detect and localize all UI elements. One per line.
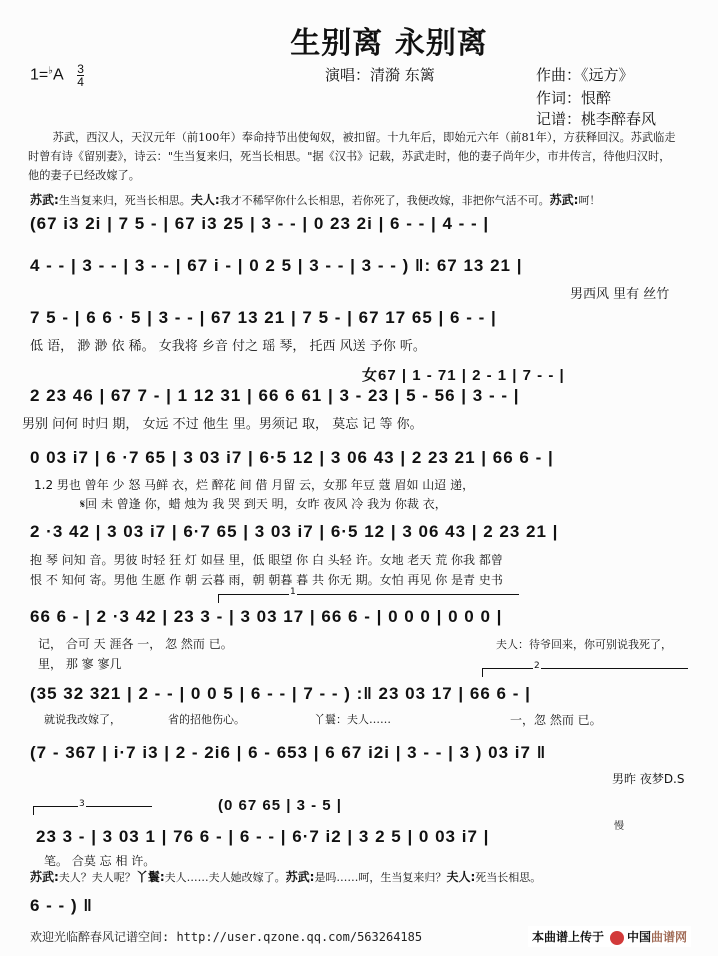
spoken-line-8c: 丫鬟：夫人……	[314, 713, 391, 726]
spoken-line-8a: 就说我改嫁了，	[44, 713, 121, 726]
volta-bracket-3: 3	[33, 806, 152, 815]
lyrics-line-4: 男别 问何 时归 期， 女远 不过 他生 里。男须记 取， 莫忘 记 等 你。	[22, 417, 423, 432]
key-signature	[30, 63, 84, 88]
score-line-4: 2 23 46 | 67 7 - | 1 12 31 | 66 6 61 | 3 - 23 | 5 - 56 | 3 - - |	[30, 386, 520, 405]
score-line-9: (7 - 367 | i·7 i3 | 2 - 2i6 | 6 - 653 | 6 67 i2i | 3 - - | 3 ) 03 i7 ‖	[30, 743, 547, 762]
volta-bracket-1: 1	[218, 594, 519, 603]
tempo-mark-slow: 慢	[614, 821, 624, 832]
lyrics-line-3: 低 语， 渺 渺 依 稀。 女我将 乡音 付之 瑶 琴， 托西 风送 予你 听。	[30, 339, 426, 354]
upload-badge[interactable]: 本曲谱上传于 中国曲谱网	[528, 926, 691, 947]
key-label: 1=	[30, 66, 49, 84]
footer-welcome[interactable]: 欢迎光临醉春风记谱空间: http://user.qzone.qq.com/563264185	[30, 930, 423, 944]
lyrics-line-7-verse2: 里， 那 寥 寥几	[38, 657, 122, 671]
score-line-5: 0 03 i7 | 6 ·7 65 | 3 03 i7 | 6·5 12 | 3 06 43 | 2 23 21 | 66 6 - |	[30, 448, 554, 467]
lyricist: 作词：恨醉	[536, 89, 612, 107]
singers: 演唱：清漪 东篱	[325, 66, 435, 84]
score-line-8: (35 32 321 | 2 - - | 0 0 5 | 6 - - | 7 - - ) :‖ 23 03 17 | 66 6 - |	[30, 684, 531, 703]
lyrics-line-2: 男西风 里有 丝竹	[570, 287, 670, 302]
volta-bracket-2: 2	[482, 668, 688, 677]
lyrics-line-8: 一，忽 然而 已。	[510, 713, 602, 727]
page-title: 生别离 永别离	[290, 26, 488, 61]
dialog-line-2: 苏武:夫人？夫人呢？丫鬟:夫人……夫人她改嫁了。苏武:是吗……呵，生当复来归？夫人:死当长相思。	[30, 870, 542, 884]
lyrics-line-10: 笔。 合莫 忘 相 许。	[44, 854, 156, 868]
key-note: A	[52, 66, 63, 84]
spoken-line-7: 夫人：待爷回来，你可别说我死了，	[496, 638, 672, 651]
lyrics-line-5-verse2: 𝄋回 未 曾逢 你，蜡 烛为 我 哭 到天 明，女昨 夜风 冷 我为 你裁 衣，	[80, 497, 447, 511]
score-line-7: 66 6 - | 2 ·3 42 | 23 3 - | 3 03 17 | 66 6 - | 0 0 0 | 0 0 0 |	[30, 607, 503, 626]
lyrics-line-6-verse1: 抱 琴 问知 音。男彼 时轻 狂 灯 如昼 里，低 眼望 你 白 头轻 许。女地 老天 荒 你我 都曾	[30, 553, 503, 567]
lyrics-line-6-verse2: 恨 不 知何 寄。男他 生愿 作 朝 云暮 雨，朝 朝暮 暮 共 你无 期。女怕 再见 你 是青 史书	[30, 573, 503, 587]
intro-paragraph: 苏武，西汉人，天汉元年（前100年）奉命持节出使匈奴，被扣留。十九年后，即始元六年（前81年），方获释回汉。苏武临走时曾有诗《留别妻》，诗云："生当复来归，死当长相思。"据《汉书》记载，苏武走时，他的妻子尚年少，市井传言，待他归汉时，他的妻子已经改嫁了。	[28, 131, 676, 182]
composer: 作曲：《远方》	[536, 66, 634, 84]
lyrics-line-5-verse1: 1.2 男也 曾年 少 怒 马鲜 衣，烂 醉花 间 借 月留 云，女那 年豆 蔻 眉如 山迢 递，	[34, 478, 475, 492]
score-line-10: 23 3 - | 3 03 1 | 76 6 - | 6 - - | 6·7 i2 | 3 2 5 | 0 03 i7 |	[36, 827, 490, 846]
flat-symbol: ♭	[48, 65, 53, 77]
score-line-6: 2 ·3 42 | 3 03 i7 | 6·7 65 | 3 03 i7 | 6·5 12 | 3 06 43 | 2 23 21 |	[30, 522, 559, 541]
transcriber: 记谱：桃李醉春风	[536, 110, 657, 128]
lyrics-line-7-verse1: 记， 合可 天 涯各 一， 忽 然而 已。	[38, 637, 233, 651]
dialog-line-1: 苏武:生当复来归，死当长相思。夫人:我才不稀罕你什么长相思，若你死了，我便改嫁，非把你气活不可。苏武:呵！	[30, 193, 601, 207]
logo-icon	[610, 931, 624, 945]
score-line-4-upper: 女67 | 1 - 71 | 2 - 1 | 7 - - |	[362, 367, 565, 384]
lyrics-line-9: 男昨 夜梦D.S	[612, 772, 685, 786]
score-line-1: (67 i3 2i | 7 5 - | 67 i3 25 | 3 - - | 0 23 2i | 6 - - | 4 - - |	[30, 214, 490, 233]
time-signature: $\frac{3}{4}$	[77, 62, 84, 89]
score-line-11: 6 - - ) ‖	[30, 896, 93, 915]
score-line-2: 4 - - | 3 - - | 3 - - | 67 i - | 0 2 5 | 3 - - | 3 - - ) ‖: 67 13 21 |	[30, 256, 523, 275]
score-line-10-upper: (0 67 65 | 3 - 5 |	[218, 797, 342, 814]
score-line-3: 7 5 - | 6 6 · 5 | 3 - - | 67 13 21 | 7 5 - | 67 17 65 | 6 - - |	[30, 308, 497, 327]
spoken-line-8b: 省的招他伤心。	[168, 713, 245, 726]
